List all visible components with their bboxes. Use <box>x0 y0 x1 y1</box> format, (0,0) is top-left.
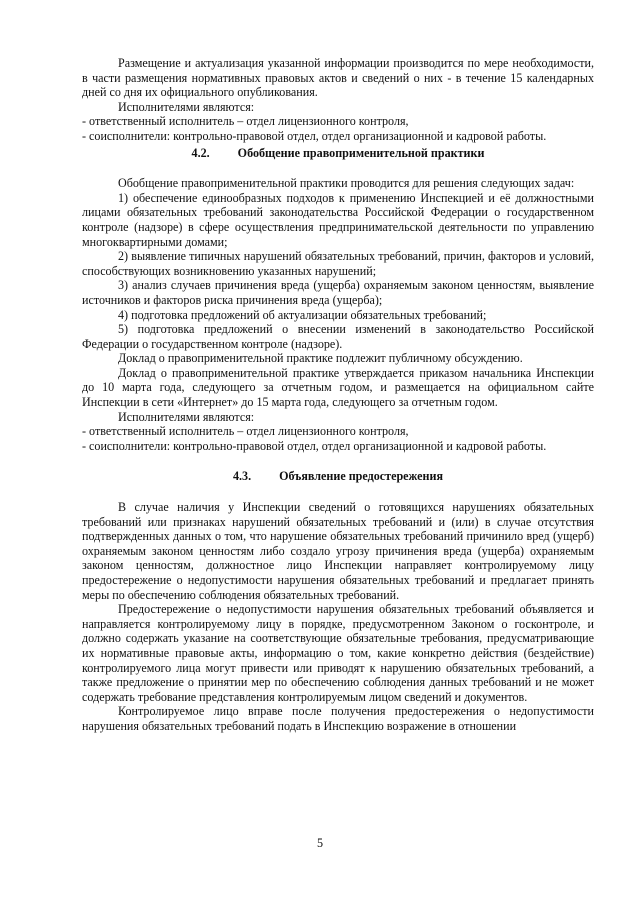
list-item: - ответственный исполнитель – отдел лицензионного контроля, <box>82 424 409 439</box>
section-number: 4.3. <box>232 469 252 484</box>
paragraph: 1) обеспечение единообразных подходов к применению Инспекцией и её должностными лицами обязательных требований законодательства Российской Федерации о государственном контроле (надзоре) в сфере осуществления предпринимательской деятельности по управлению многоквартирными домами; <box>82 190 594 249</box>
section-heading <box>82 469 594 484</box>
section-title: Обобщение правоприменительной практики <box>237 145 485 160</box>
section-heading <box>82 146 594 161</box>
paragraph: Исполнителями являются: <box>118 409 255 424</box>
section-number: 4.2. <box>191 145 210 160</box>
paragraph: Обобщение правоприменительной практики проводится для решения следующих задач: <box>118 176 575 191</box>
paragraph: 5) подготовка предложений о внесении изменений в законодательство Российской Федерации о государственном контроле (надзоре). <box>82 322 594 351</box>
list-item: - соисполнители: контрольно-правовой отдел, отдел организационной и кадровой работы. <box>82 438 547 453</box>
section-title: Объявление предостережения <box>279 469 444 484</box>
paragraph: 4) подготовка предложений об актуализации обязательных требований; <box>118 307 487 322</box>
paragraph: Размещение и актуализация указанной информации производится по мере необходимости, в части размещения нормативных правовых актов и сведений о них - в течение 15 календарных дней со дня их официального опубликования. <box>82 56 594 100</box>
paragraph: 2) выявление типичных нарушений обязательных требований, причин, факторов и условий, способствующих возникновению указанных нарушений; <box>82 249 594 278</box>
spacer <box>82 453 594 467</box>
list-item: - соисполнители: контрольно-правовой отдел, отдел организационной и кадровой работы. <box>82 128 547 143</box>
paragraph: Исполнителями являются: <box>118 99 255 114</box>
paragraph: Доклад о правоприменительной практике утверждается приказом начальника Инспекции до 10 марта года, следующего за отчетным годом, и размещается на официальном сайте Инспекции в сети «Интернет» до 15 марта года, следующего за отчетным годом. <box>82 365 594 410</box>
paragraph: 3) анализ случаев причинения вреда (ущерба) охраняемым законом ценностям, выявление источников и факторов риска причинения вреда (ущерба); <box>82 278 594 307</box>
document-body <box>82 56 594 734</box>
page-number: 5 <box>316 836 324 850</box>
paragraph: Доклад о правоприменительной практике подлежит публичному обсуждению. <box>118 351 523 366</box>
paragraph: Предостережение о недопустимости нарушения обязательных требований объявляется и направляется контролируемому лицу в порядке, предусмотренном Законом о госконтроле, и должно содержать указание на соответствующие обязательные требования, предусматривающие их нормативные правовые акты, информацию о том, какие конкретно действия (бездействие) контролируемого лица могут привести или приводят к нарушению обязательных требований, а также предложение о принятии мер по обеспечению соблюдения данных требований и не может содержать требование представления контролируемым лицом сведений и документов. <box>82 602 594 704</box>
paragraph: В случае наличия у Инспекции сведений о готовящихся нарушениях обязательных требований или признаках нарушений обязательных требований и (или) в случае отсутствия подтвержденных данных о том, что нарушение обязательных требований причинило вред (ущерб) охраняемым законом ценностям либо создало угрозу причинения вреда (ущерба) охраняемым законом ценностям, должностное лицо Инспекции направляет контролируемому лицу предостережение о недопустимости нарушения обязательных требований и предлагает принять меры по обеспечению соблюдения обязательных требований. <box>82 500 594 602</box>
paragraph: Контролируемое лицо вправе после получения предостережения о недопустимости нарушения обязательных требований подать в Инспекцию возражение в отношении <box>82 704 594 733</box>
list-item: - ответственный исполнитель – отдел лицензионного контроля, <box>82 114 409 129</box>
